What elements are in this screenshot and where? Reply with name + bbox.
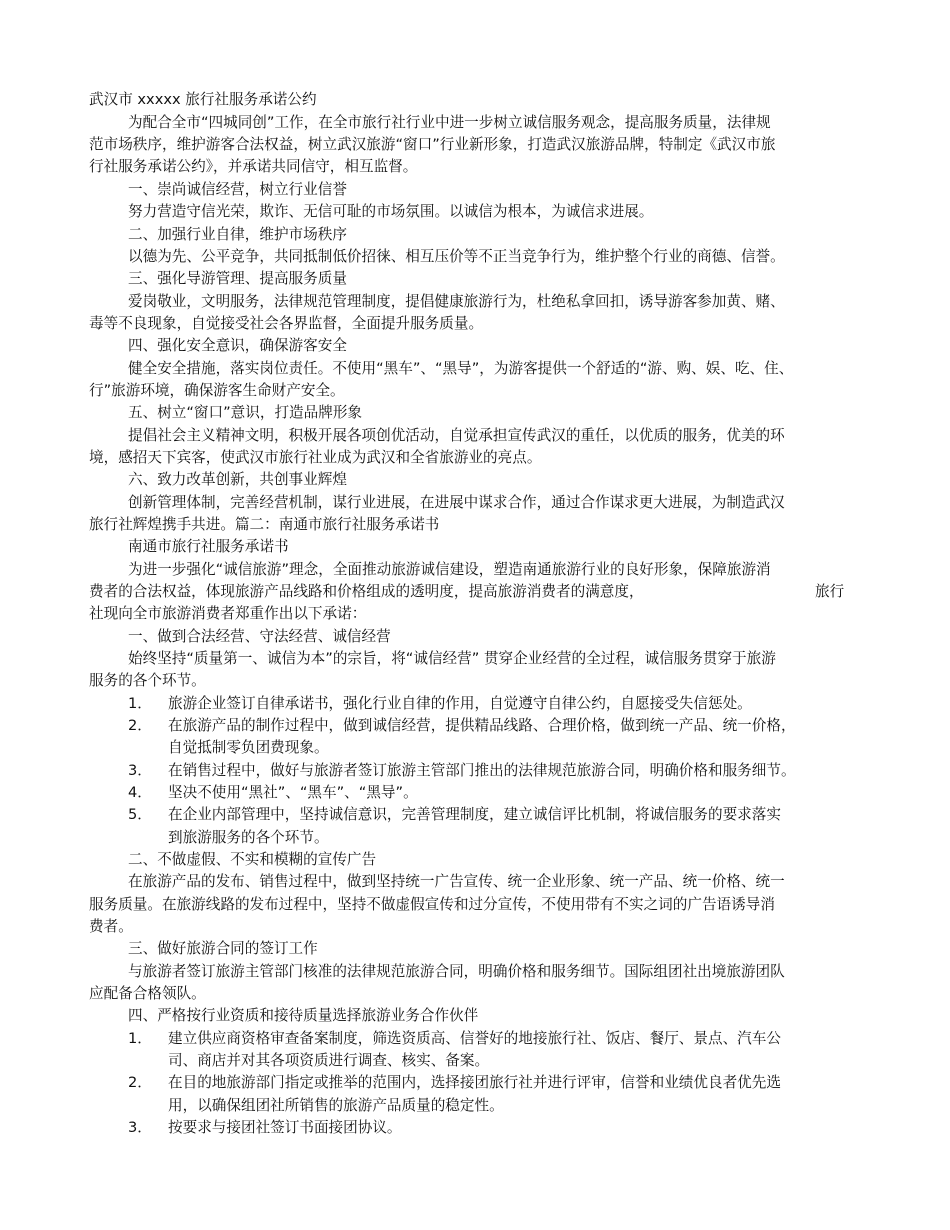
paragraph-line: 社现向全市旅游消费者郑重作出以下承诺： [89,605,367,622]
paragraph-line: 努力营造守信光荣，欺诈、无信可耻的市场氛围。以诚信为根本，为诚信求进展。 [128,203,654,220]
paragraph-line: 费者的合法权益，体现旅游产品线路和价格组成的透明度，提高旅游消费者的满意度， [89,583,644,600]
paragraph-line: 为进一步强化“诚信旅游”理念，全面推动旅游诚信建设，塑造南通旅游行业的良好形象，保障旅游消 [128,561,771,578]
paragraph-line: 应配备合格领队。 [89,985,206,1002]
paragraph-line: 在旅游产品的发布、销售过程中，做到坚持统一广告宣传、统一企业形象、统一产品、统一价格、统一 [128,873,785,890]
section-heading: 五、树立“窗口”意识，打造品牌形象 [128,404,363,421]
section-heading: 六、致力改革创新，共创事业辉煌 [128,471,347,488]
paragraph-line: 始终坚持“质量第一、诚信为本”的宗旨，将“诚信经营” 贯穿企业经营的全过程，诚信服务贯穿于旅游 [128,650,776,667]
paragraph-line: 范市场秩序，维护游客合法权益，树立武汉旅游“窗口”行业新形象，打造武汉旅游品牌，特制定《武汉市旅 [89,136,776,153]
section-heading: 三、做好旅游合同的签订工作 [128,940,318,957]
section-heading: 四、严格按行业资质和接待质量选择旅游业务合作伙伴 [128,1007,479,1024]
paragraph-line: 毒等不良现象，自觉接受社会各界监督，全面提升服务质量。 [89,315,484,332]
list-number: 4． [128,784,152,801]
paragraph-line: 提倡社会主义精神文明，积极开展各项创优活动，自觉承担宣传武汉的重任，以优质的服务，优美的环 [128,427,785,444]
list-item-text: 坚决不使用“黑社”、“黑车”、“黑导”。 [168,784,418,801]
section-heading: 三、强化导游管理、提高服务质量 [128,270,347,287]
paragraph-line: 以德为先、公平竞争，共同抵制低价招徕、相互压价等不正当竞争行为，维护整个行业的商德、信誉。 [128,248,785,265]
paragraph-line: 爱岗敬业，文明服务，法律规范管理制度，提倡健康旅游行为，杜绝私拿回扣，诱导游客参加黄、赌、 [128,293,785,310]
document-subtitle: 南通市旅行社服务承诺书 [128,538,289,555]
paragraph-line: 费者。 [89,918,133,935]
list-number: 1． [128,1030,152,1047]
list-number: 1． [128,695,152,712]
list-number: 2． [128,1074,152,1091]
document-title: 武汉市 xxxxx 旅行社服务承诺公约 [89,91,317,108]
list-item-text: 按要求与接团社签订书面接团协议。 [168,1119,402,1136]
list-number: 3． [128,1119,152,1136]
section-heading: 四、强化安全意识，确保游客安全 [128,337,347,354]
paragraph-line-fragment: 旅行 [815,583,845,600]
list-item-text: 旅游企业签订自律承诺书，强化行业自律的作用，自觉遵守自律公约，自愿接受失信惩处。 [168,695,752,712]
list-item-continuation: 到旅游服务的各个环节。 [168,829,329,846]
list-item-text: 在企业内部管理中，坚持诚信意识，完善管理制度，建立诚信评比机制，将诚信服务的要求落实 [168,806,781,823]
list-item-continuation: 自觉抵制零负团费现象。 [168,739,329,756]
list-number: 5． [128,806,152,823]
list-item-text: 在旅游产品的制作过程中，做到诚信经营，提供精品线路、合理价格，做到统一产品、统一价格， [168,717,796,734]
paragraph-line: 为配合全市“四城同创”工作，在全市旅行社行业中进一步树立诚信服务观念，提高服务质量，法律规 [128,114,771,131]
list-number: 3． [128,762,152,779]
section-heading: 二、不做虚假、不实和模糊的宣传广告 [128,851,377,868]
paragraph-line: 服务质量。在旅游线路的发布过程中，坚持不做虚假宣传和过分宣传，不使用带有不实之词的广告语诱导消 [89,896,775,913]
paragraph-line: 境，感招天下宾客，使武汉市旅行社业成为武汉和全省旅游业的亮点。 [89,449,542,466]
list-number: 2． [128,717,152,734]
paragraph-line: 行社服务承诺公约》，并承诺共同信守，相互监督。 [89,158,418,175]
paragraph-line: 旅行社辉煌携手共进。篇二：南通市旅行社服务承诺书 [89,516,440,533]
paragraph-line: 服务的各个环节。 [89,672,206,689]
list-item-text: 在目的地旅游部门指定或推举的范围内，选择接团旅行社并进行评审，信誉和业绩优良者优先选 [168,1074,781,1091]
paragraph-line: 健全安全措施，落实岗位责任。不使用“黑车”、“黑导”，为游客提供一个舒适的“游、购、娱、吃、住、 [128,360,794,377]
paragraph-line: 行”旅游环境，确保游客生命财产安全。 [89,382,345,399]
list-item-continuation: 司、商店并对其各项资质进行调查、核实、备案。 [168,1052,490,1069]
list-item-continuation: 用，以确保组团社所销售的旅游产品质量的稳定性。 [168,1097,504,1114]
list-item-text: 建立供应商资格审查备案制度，筛选资质高、信誉好的地接旅行社、饭店、餐厅、景点、汽车公 [168,1030,781,1047]
list-item-text: 在销售过程中，做好与旅游者签订旅游主管部门推出的法律规范旅游合同，明确价格和服务细节。 [168,762,796,779]
paragraph-line: 创新管理体制，完善经营机制，谋行业进展，在进展中谋求合作，通过合作谋求更大进展，为制造武汉 [128,494,785,511]
section-heading: 一、崇尚诚信经营，树立行业信誉 [128,181,347,198]
section-heading: 二、加强行业自律，维护市场秩序 [128,226,347,243]
paragraph-line: 与旅游者签订旅游主管部门核准的法律规范旅游合同，明确价格和服务细节。国际组团社出境旅游团队 [128,963,785,980]
section-heading: 一、做到合法经营、守法经营、诚信经营 [128,628,391,645]
